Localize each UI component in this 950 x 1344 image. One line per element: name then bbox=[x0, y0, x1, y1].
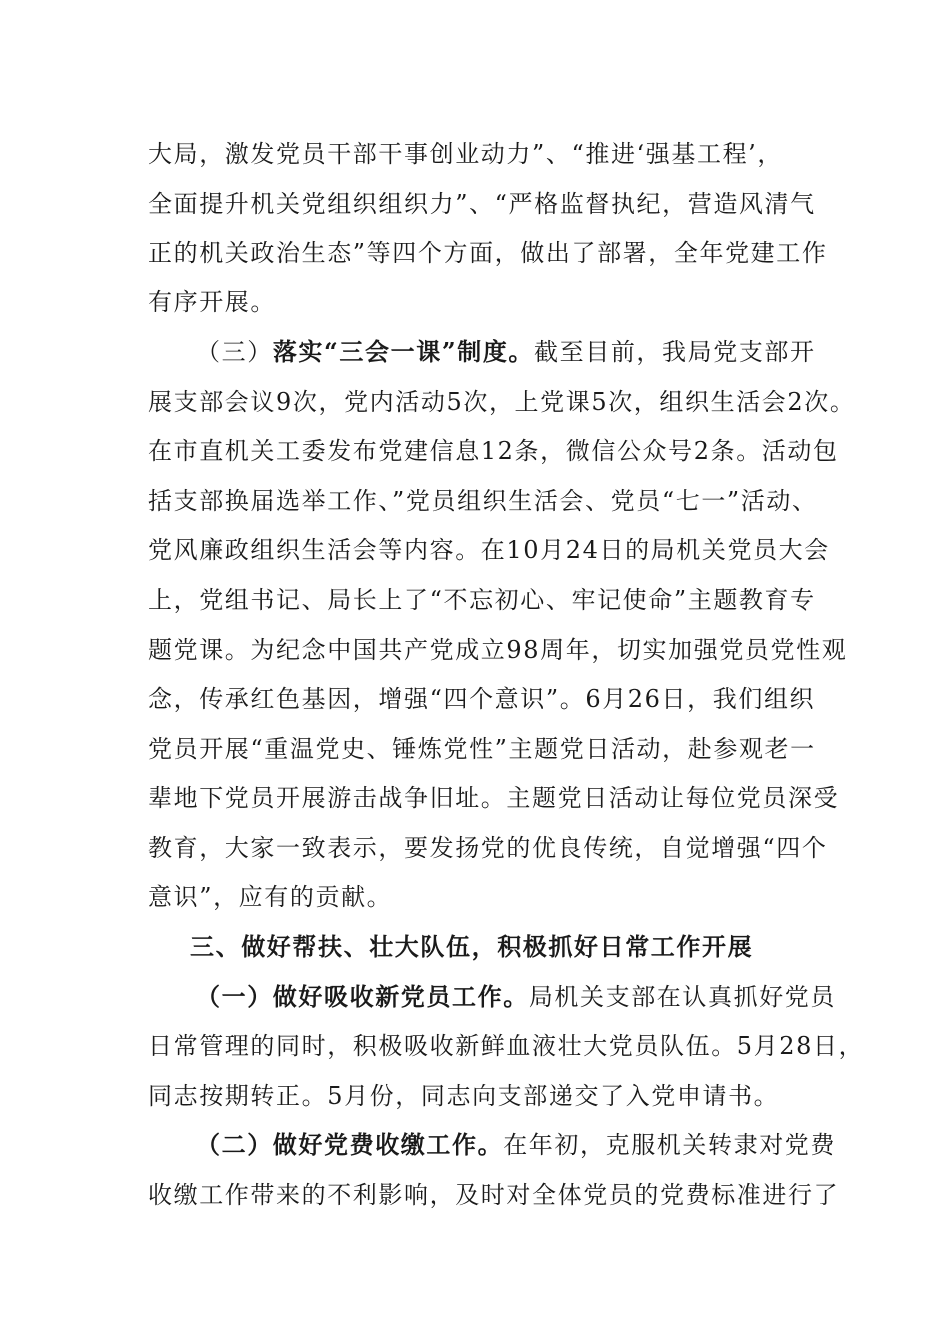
paragraph-text: 在年初，克服机关转隶对党费 bbox=[503, 1131, 837, 1159]
paragraph-line: 大局，激发党员干部干事创业动力”、“推进‘强基工程’， bbox=[148, 140, 783, 168]
paragraph-text: 局机关支部在认真抓好党员 bbox=[528, 983, 837, 1011]
paragraph-line: 有序开展。 bbox=[148, 288, 276, 316]
item-heading: （二）做好党费收缴工作。 bbox=[196, 1130, 504, 1159]
paragraph-text: 截至目前，我局党支部开 bbox=[534, 338, 816, 366]
paragraph-line: 在市直机关工委发布党建信息12条，微信公众号2条。活动包 bbox=[148, 437, 839, 465]
paragraph-line: 念，传承红色基因，增强“四个意识”。6月26日，我们组织 bbox=[148, 685, 816, 713]
paragraph-line: 括支部换届选举工作、”党员组织生活会、党员“七一”活动、 bbox=[148, 487, 818, 515]
section-3-3-first-line bbox=[196, 336, 816, 368]
paragraph-line: 日常管理的同时，积极吸收新鲜血液壮大党员队伍。5月28日， bbox=[148, 1032, 865, 1060]
paragraph-line: 上，党组书记、局长上了“不忘初心、牢记使命”主题教育专 bbox=[148, 586, 816, 614]
section-heading: 三、做好帮扶、壮大队伍，积极抓好日常工作开展 bbox=[190, 932, 754, 961]
paragraph-line: 党员开展“重温党史、锤炼党性”主题党日活动，赴参观老一 bbox=[148, 735, 816, 763]
paragraph-line: 党风廉政组织生活会等内容。在10月24日的局机关党员大会 bbox=[148, 536, 830, 564]
paragraph-line: 收缴工作带来的不利影响，及时对全体党员的党费标准进行了 bbox=[148, 1181, 840, 1209]
section-number: （三） bbox=[196, 338, 273, 366]
paragraph-line: 意识”，应有的贡献。 bbox=[148, 883, 393, 911]
paragraph-line: 教育，大家一致表示，要发扬党的优良传统，自觉增强“四个 bbox=[148, 834, 828, 862]
paragraph-line: 全面提升机关党组织组织力”、“严格监督执纪，营造风清气 bbox=[148, 190, 816, 218]
item-2-first-line bbox=[196, 1129, 836, 1161]
paragraph-line: 同志按期转正。5月份，同志向支部递交了入党申请书。 bbox=[148, 1082, 780, 1110]
section-heading: 落实“三会一课”制度。 bbox=[272, 337, 535, 366]
paragraph-line: 题党课。为纪念中国共产党成立98周年，切实加强党员党性观 bbox=[148, 636, 848, 664]
paragraph-line: 展支部会议9次，党内活动5次，上党课5次，组织生活会2次。 bbox=[148, 388, 856, 416]
paragraph-line: 辈地下党员开展游击战争旧址。主题党日活动让每位党员深受 bbox=[148, 784, 840, 812]
paragraph-line: 正的机关政治生态”等四个方面，做出了部署，全年党建工作 bbox=[148, 239, 828, 267]
item-heading: （一）做好吸收新党员工作。 bbox=[196, 982, 529, 1011]
item-1-first-line bbox=[196, 981, 836, 1013]
